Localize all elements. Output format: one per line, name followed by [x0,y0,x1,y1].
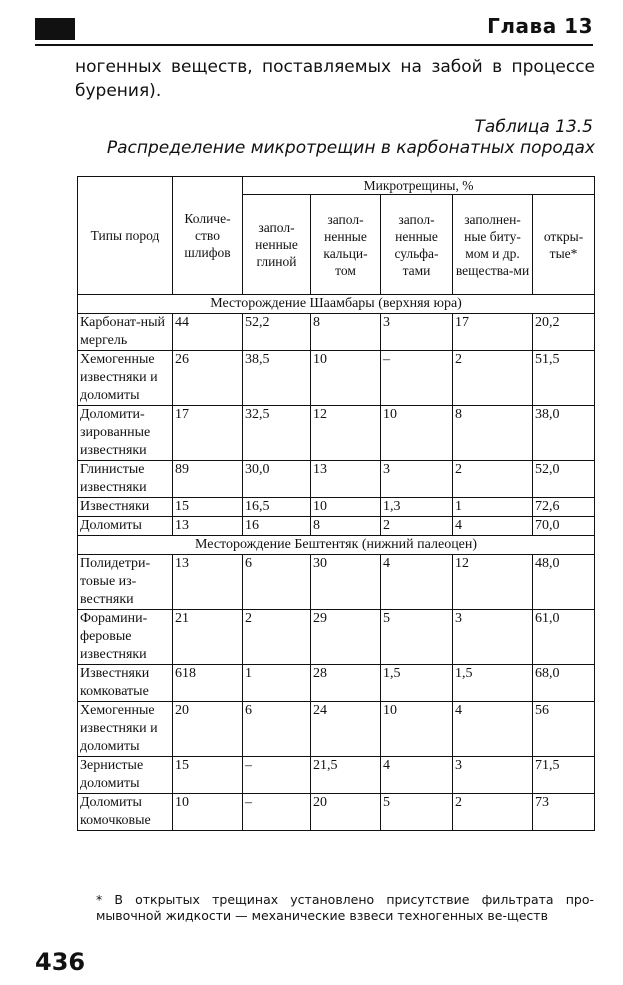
rock-type-cell: Глинистые известняки [78,461,173,498]
table-row [78,610,595,665]
value-cell: 1,5 [381,665,453,702]
section-row [78,536,595,555]
value-cell: 24 [311,702,381,757]
value-cell: 8 [453,406,533,461]
value-cell: 68,0 [533,665,595,702]
sample-count-cell: 13 [173,555,243,610]
sample-count-cell: 20 [173,702,243,757]
value-cell: 1 [243,665,311,702]
table-number: Таблица 13.5 [474,117,593,137]
lead-line-1: ногенных веществ, поставляемых на забой в процессе [75,57,595,77]
rock-type-cell: Хемогенные известняки и доломиты [78,702,173,757]
header-rock-types: Типы пород [78,177,173,295]
table-row [78,517,595,536]
value-cell: 10 [381,702,453,757]
value-cell: 32,5 [243,406,311,461]
rock-type-cell: Доломити-зированные известняки [78,406,173,461]
table-row [78,665,595,702]
rock-type-cell: Форамини-феровые известняки [78,610,173,665]
value-cell: 4 [453,517,533,536]
value-cell: 13 [311,461,381,498]
rock-type-cell: Доломиты комочковые [78,794,173,831]
value-cell: 10 [311,498,381,517]
header-open: откры-тые* [533,195,595,295]
value-cell: 20 [311,794,381,831]
value-cell: 4 [381,757,453,794]
section-title: Месторождение Бештентяк (нижний палеоцен) [78,536,595,555]
value-cell: 4 [453,702,533,757]
value-cell: 2 [381,517,453,536]
rock-type-cell: Известняки [78,498,173,517]
rock-type-cell: Зернистые доломиты [78,757,173,794]
sample-count-cell: 13 [173,517,243,536]
value-cell: – [243,794,311,831]
table-row [78,461,595,498]
table-row [78,702,595,757]
section-title: Месторождение Шаамбары (верхняя юра) [78,295,595,314]
value-cell: 6 [243,555,311,610]
value-cell: 38,5 [243,351,311,406]
lead-paragraph [75,55,595,103]
sample-count-cell: 26 [173,351,243,406]
value-cell: 73 [533,794,595,831]
rock-type-cell: Хемогенные известняки и доломиты [78,351,173,406]
sample-count-cell: 17 [173,406,243,461]
header-calcite-filled: запол-ненные кальци-том [311,195,381,295]
value-cell: 21,5 [311,757,381,794]
value-cell: 1,5 [453,665,533,702]
table-row [78,351,595,406]
header-sulfate-filled: запол-ненные сульфа-тами [381,195,453,295]
sample-count-cell: 618 [173,665,243,702]
value-cell: 2 [243,610,311,665]
table-title: Распределение микротрещин в карбонатных породах [106,138,595,158]
header-sample-count: Количе-ство шлифов [173,177,243,295]
table-row [78,555,595,610]
value-cell: 5 [381,794,453,831]
value-cell: 2 [453,794,533,831]
table-row [78,406,595,461]
sample-count-cell: 15 [173,498,243,517]
value-cell: 71,5 [533,757,595,794]
header-rule [35,44,593,46]
value-cell: 8 [311,517,381,536]
table-row [78,757,595,794]
value-cell: 3 [453,610,533,665]
value-cell: 56 [533,702,595,757]
value-cell: – [243,757,311,794]
value-cell: 3 [453,757,533,794]
sample-count-cell: 21 [173,610,243,665]
value-cell: 8 [311,314,381,351]
sample-count-cell: 15 [173,757,243,794]
value-cell: 61,0 [533,610,595,665]
value-cell: 30,0 [243,461,311,498]
header-clay-filled: запол-ненные глиной [243,195,311,295]
header-black-bar [35,18,75,40]
value-cell: 48,0 [533,555,595,610]
value-cell: 4 [381,555,453,610]
lead-line-2: бурения). [75,81,162,101]
value-cell: 52,0 [533,461,595,498]
rock-type-cell: Известняки комковатые [78,665,173,702]
page-number: 436 [35,948,86,976]
value-cell: 52,2 [243,314,311,351]
value-cell: 20,2 [533,314,595,351]
sample-count-cell: 10 [173,794,243,831]
value-cell: 10 [311,351,381,406]
table-row [78,794,595,831]
value-cell: 3 [381,461,453,498]
chapter-label: Глава 13 [487,14,593,38]
value-cell: 30 [311,555,381,610]
value-cell: 16,5 [243,498,311,517]
header-bitumen-filled: заполнен-ные биту-мом и др. вещества-ми [453,195,533,295]
value-cell: 5 [381,610,453,665]
rock-type-cell: Доломиты [78,517,173,536]
header-microfractures: Микротрещины, % [243,177,595,195]
value-cell: 29 [311,610,381,665]
value-cell: 38,0 [533,406,595,461]
section-row [78,295,595,314]
value-cell: 16 [243,517,311,536]
value-cell: 51,5 [533,351,595,406]
microfracture-table [77,176,595,831]
rock-type-cell: Карбонат-ный мергель [78,314,173,351]
value-cell: 2 [453,461,533,498]
value-cell: 70,0 [533,517,595,536]
value-cell: 3 [381,314,453,351]
table-row [78,314,595,351]
value-cell: – [381,351,453,406]
value-cell: 12 [453,555,533,610]
value-cell: 72,6 [533,498,595,517]
value-cell: 2 [453,351,533,406]
value-cell: 1 [453,498,533,517]
sample-count-cell: 44 [173,314,243,351]
footnote: * В открытых трещинах установлено присутствие фильтрата про-мывочной жидкости — механические взвеси техногенных ве-ществ [96,892,594,923]
rock-type-cell: Полидетри-товые из-вестняки [78,555,173,610]
value-cell: 12 [311,406,381,461]
value-cell: 17 [453,314,533,351]
value-cell: 10 [381,406,453,461]
sample-count-cell: 89 [173,461,243,498]
table-row [78,498,595,517]
value-cell: 28 [311,665,381,702]
value-cell: 6 [243,702,311,757]
value-cell: 1,3 [381,498,453,517]
